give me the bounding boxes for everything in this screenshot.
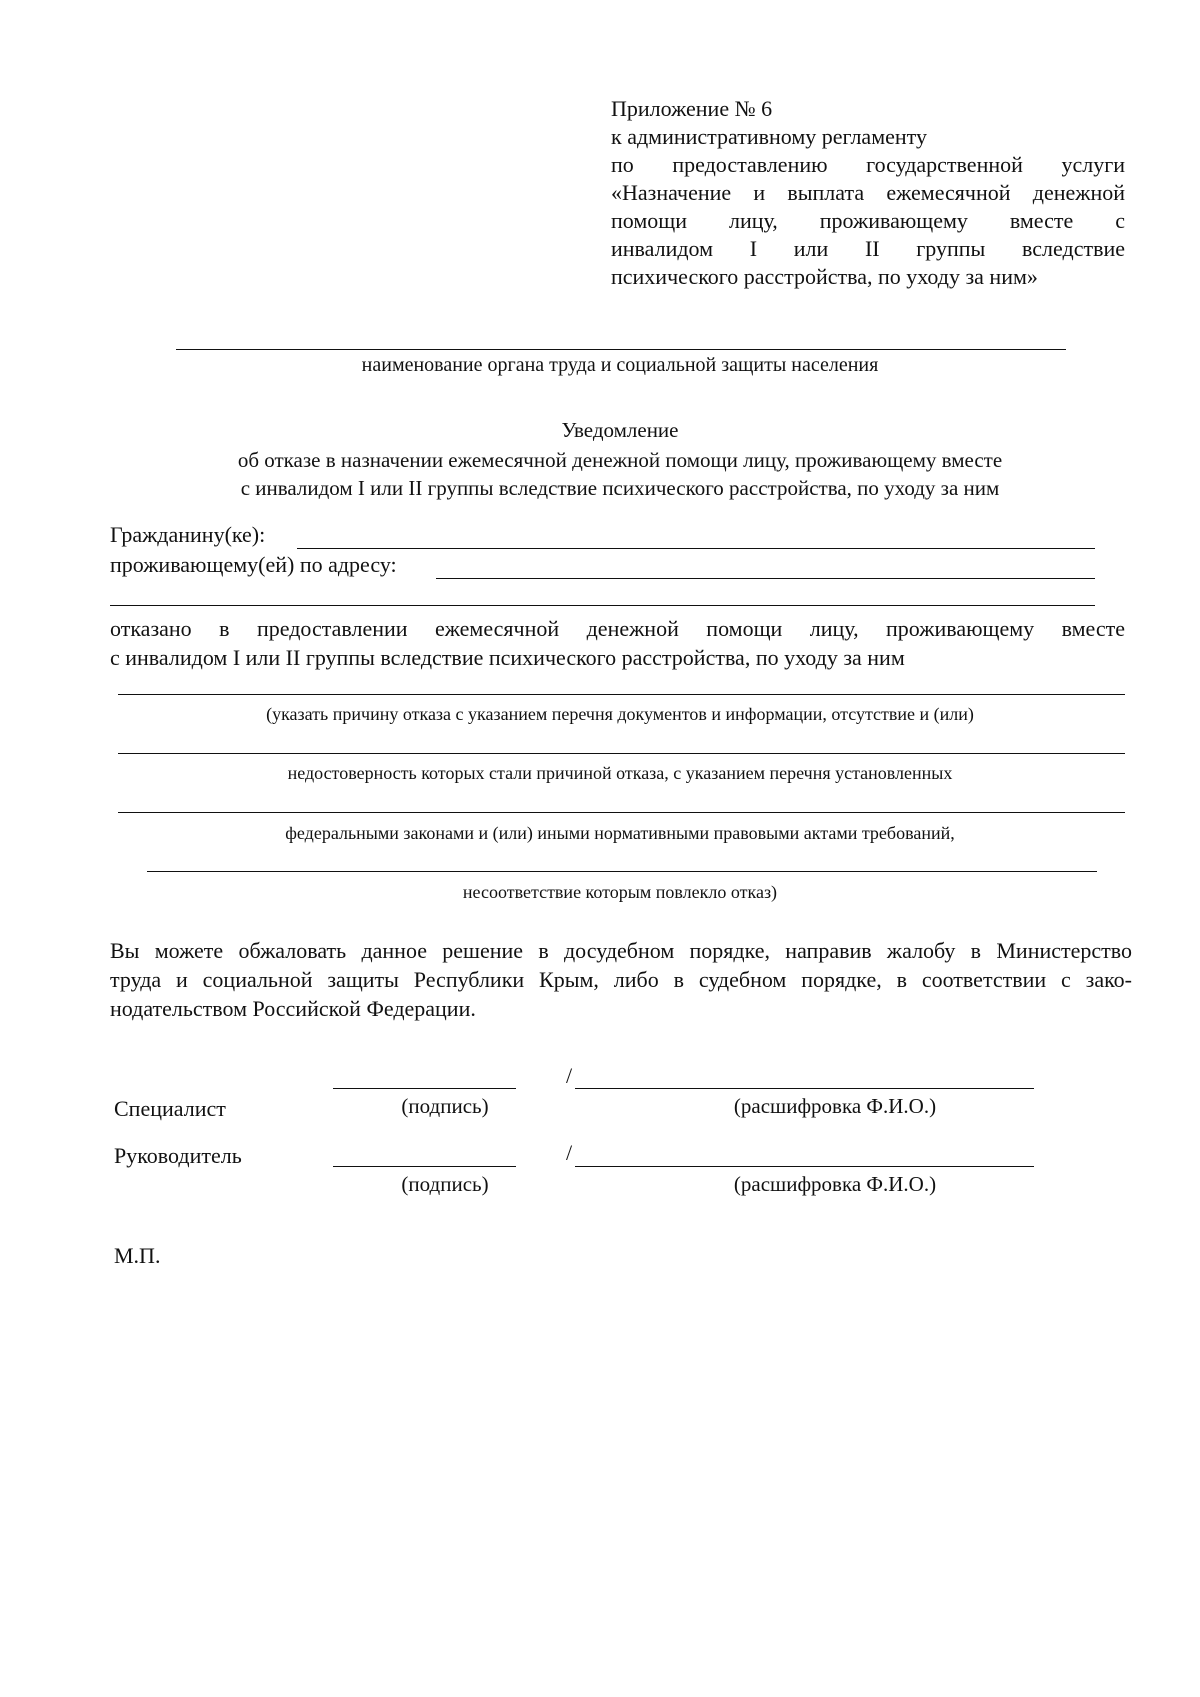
- specialist-signature-caption: (подпись): [401, 1094, 489, 1118]
- notice-subtitle: [150, 446, 1090, 502]
- notice-subtitle-line-2: с инвалидом I или II группы вследствие психического расстройства, по уходу за ним: [240, 476, 1000, 500]
- appeal-line-2: труда и социальной защиты Республики Крым, либо в судебном порядке, в соответствии с зако-: [110, 967, 1132, 992]
- appendix-line-6: инвалидом I или II группы вследствие: [611, 236, 1125, 261]
- citizen-label: Гражданину(ке):: [110, 522, 266, 547]
- appendix-header: [611, 95, 1125, 291]
- address-field-continued[interactable]: [110, 605, 1095, 606]
- org-name-line: [176, 349, 1066, 350]
- citizen-name-field[interactable]: [297, 548, 1095, 549]
- org-name-caption: наименование органа труда и социальной защиты населения: [361, 354, 879, 376]
- reason-hint-4: несоответствие которым повлекло отказ): [462, 882, 778, 902]
- stamp-label: М.П.: [114, 1243, 161, 1268]
- specialist-name-caption: (расшифровка Ф.И.О.): [733, 1094, 937, 1118]
- head-slash: /: [566, 1140, 573, 1165]
- head-signature-caption: (подпись): [401, 1172, 489, 1196]
- reason-hint-3: федеральными законами и (или) иными нормативными правовыми актами требований,: [285, 823, 955, 843]
- notice-subtitle-line-1: об отказе в назначении ежемесячной денежной помощи лицу, проживающему вместе: [237, 448, 1003, 472]
- head-name-field[interactable]: [575, 1166, 1034, 1167]
- appendix-line-3: по предоставлению государственной услуги: [611, 152, 1125, 177]
- refusal-statement: [110, 614, 1125, 672]
- specialist-slash: /: [566, 1063, 573, 1088]
- appendix-line-7: психического расстройства, по уходу за ним»: [611, 264, 1038, 289]
- reason-hint-2: недостоверность которых стали причиной отказа, с указанием перечня установленных: [287, 763, 953, 783]
- specialist-signature-field[interactable]: [333, 1088, 516, 1089]
- appeal-line-1: Вы можете обжаловать данное решение в досудебном порядке, направив жалобу в Министерство: [110, 938, 1132, 963]
- head-signature-field[interactable]: [333, 1166, 516, 1167]
- refusal-line-2: с инвалидом I или II группы вследствие психического расстройства, по уходу за ним: [110, 645, 905, 670]
- address-field[interactable]: [436, 578, 1095, 579]
- appeal-line-3: нодательством Российской Федерации.: [110, 996, 476, 1021]
- appendix-line-4: «Назначение и выплата ежемесячной денежной: [611, 180, 1125, 205]
- head-label: Руководитель: [114, 1143, 242, 1168]
- reason-line-4[interactable]: [147, 871, 1097, 872]
- notice-title: Уведомление: [561, 418, 679, 442]
- appendix-number: Приложение № 6: [611, 96, 773, 121]
- specialist-name-field[interactable]: [575, 1088, 1034, 1089]
- reason-line-1[interactable]: [118, 694, 1125, 695]
- reason-hint-1: (указать причину отказа с указанием перечня документов и информации, отсутствие и (или): [266, 704, 974, 724]
- reason-line-3[interactable]: [118, 812, 1125, 813]
- specialist-label: Специалист: [114, 1096, 226, 1121]
- appendix-reference: к административному регламенту: [611, 124, 927, 149]
- appeal-notice: [110, 936, 1132, 1023]
- head-name-caption: (расшифровка Ф.И.О.): [733, 1172, 937, 1196]
- reason-line-2[interactable]: [118, 753, 1125, 754]
- appendix-line-5: помощи лицу, проживающему вместе с: [611, 208, 1125, 233]
- refusal-line-1: отказано в предоставлении ежемесячной денежной помощи лицу, проживающему вместе: [110, 616, 1125, 641]
- address-label: проживающему(ей) по адресу:: [110, 552, 397, 577]
